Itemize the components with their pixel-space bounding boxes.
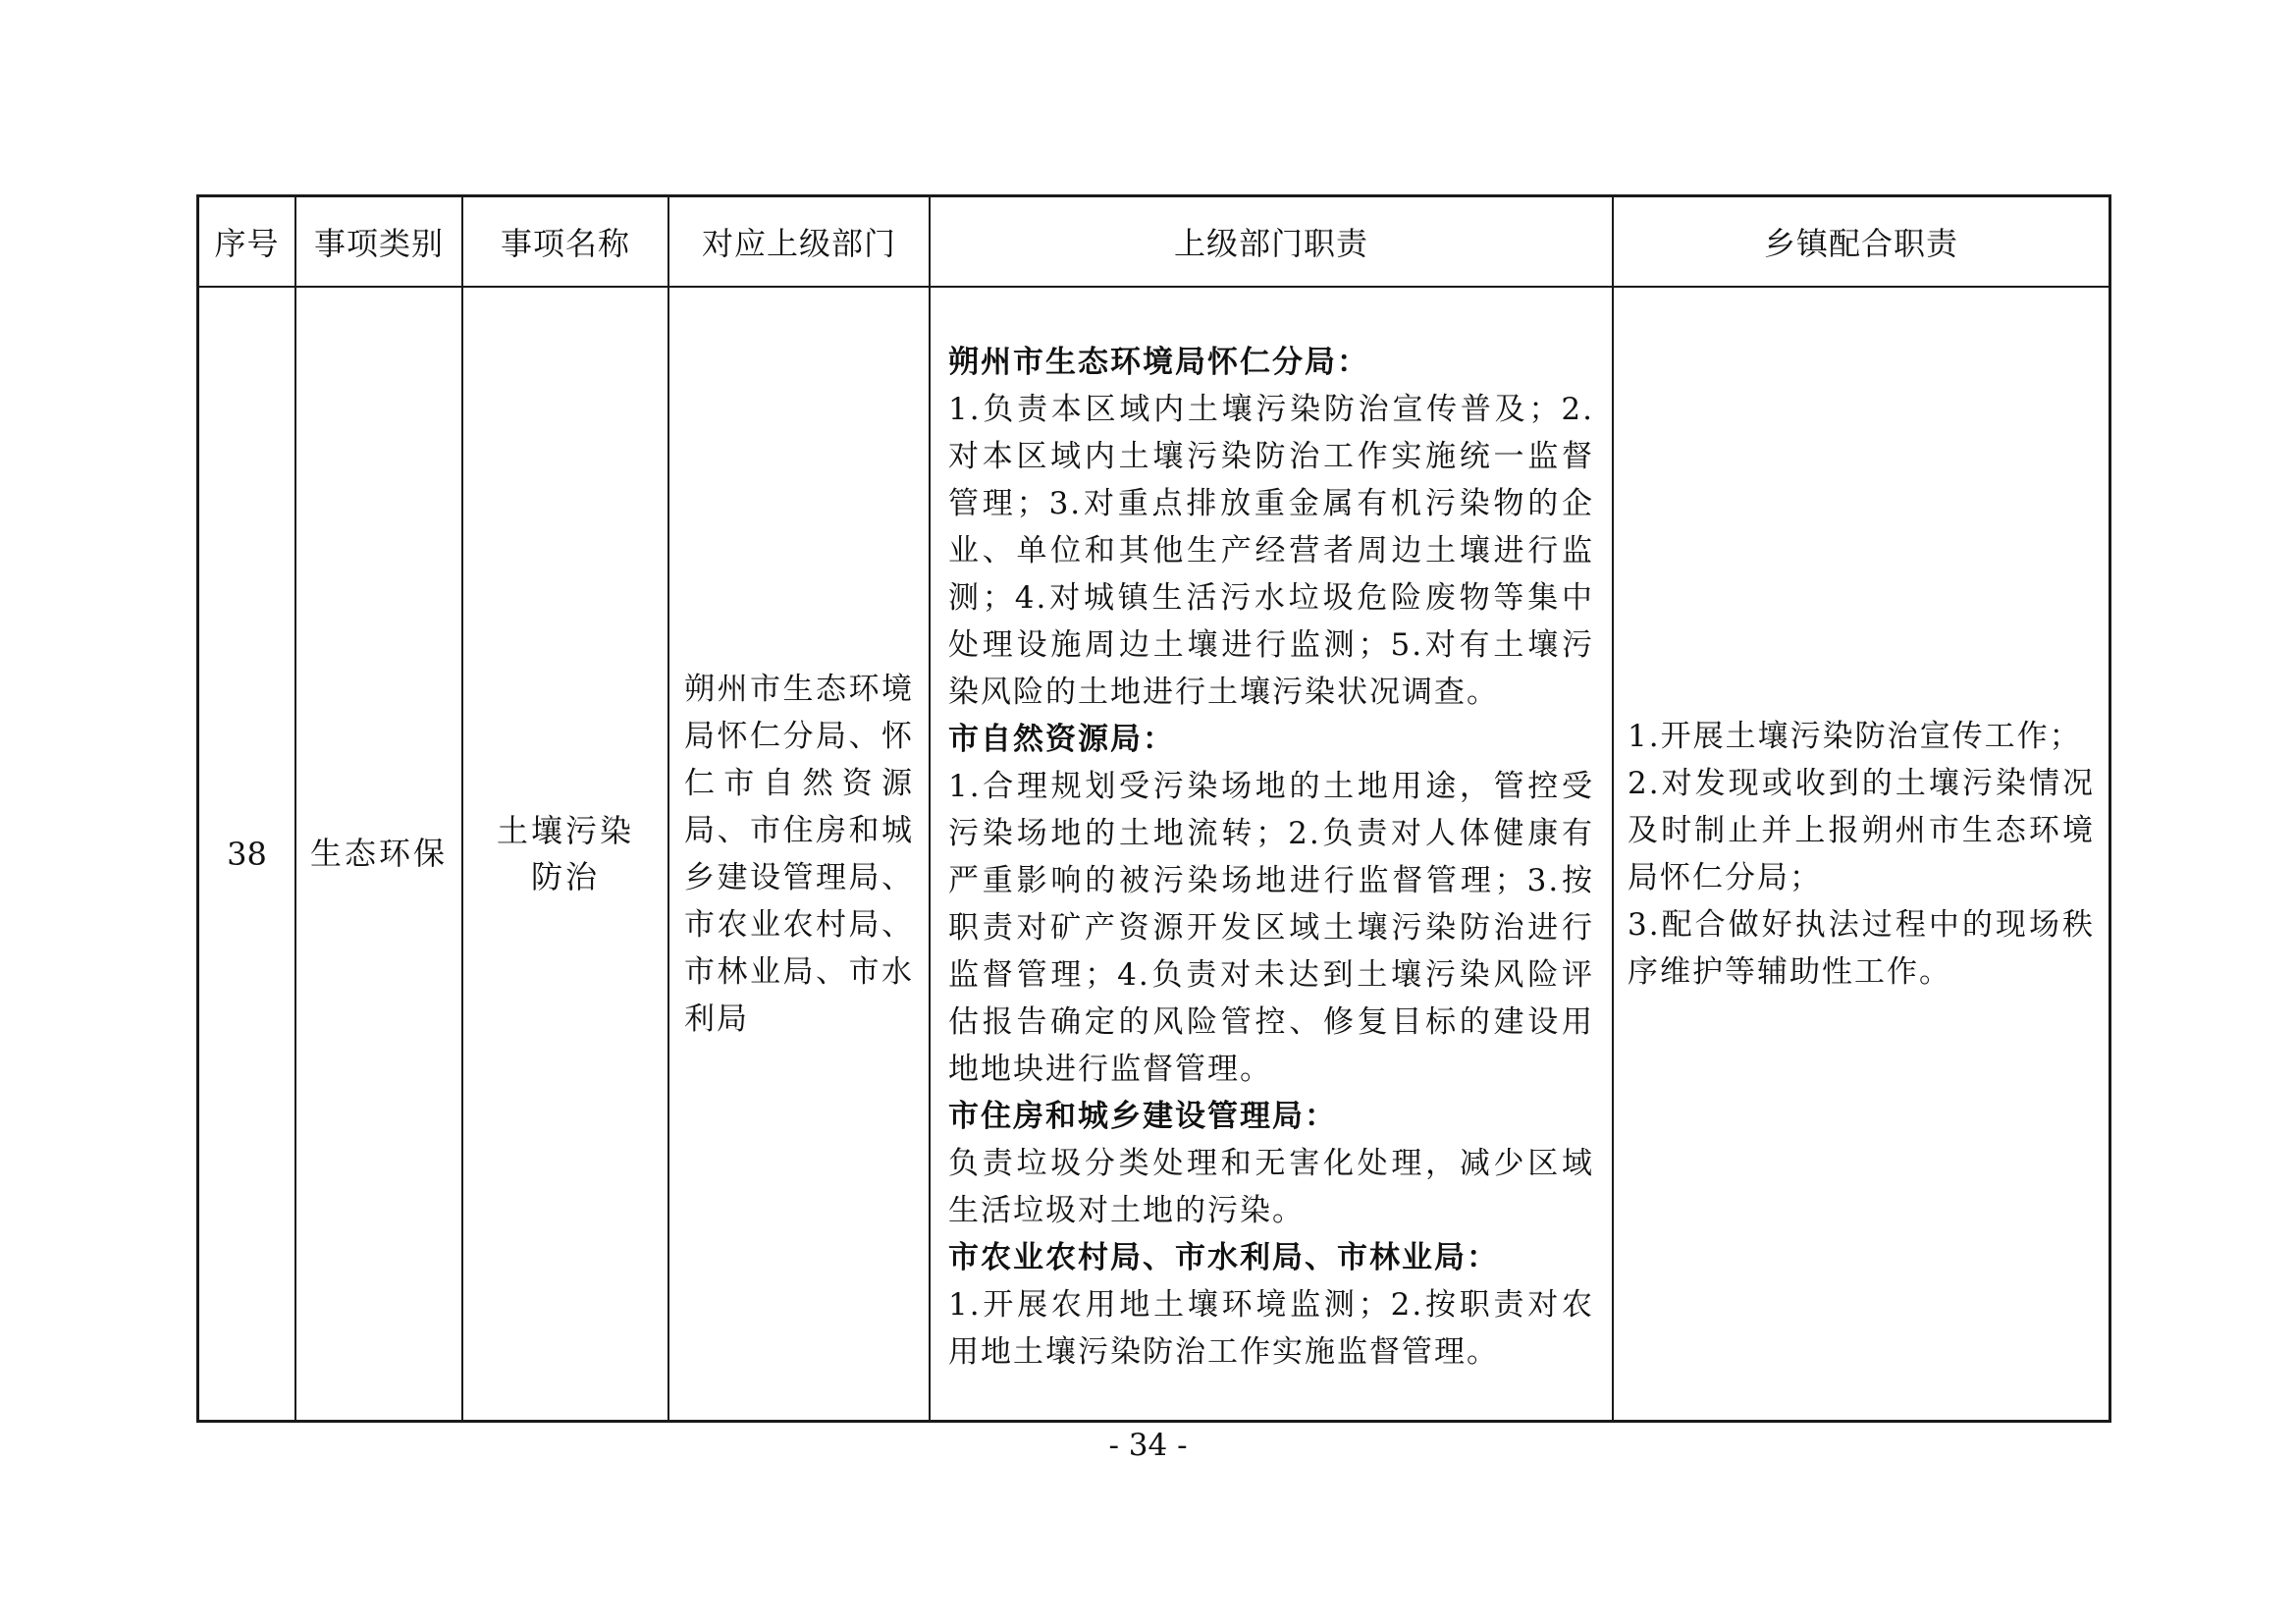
row-category: 生态环保 <box>309 835 448 872</box>
header-department: 对应上级部门 <box>701 225 896 262</box>
duty-heading: 朔州市生态环境局怀仁分局： <box>948 345 1369 380</box>
header-town-duties: 乡镇配合职责 <box>1763 225 1958 262</box>
town-duty-item: 2.对发现或收到的土壤污染情况及时制止并上报朔州市生态环境局怀仁分局； <box>1628 765 2095 895</box>
duty-text: 1.合理规划受污染场地的土地用途，管控受污染场地的土地流转；2.负责对人体健康有严重影响的被污染场地进行监督管理；3.按职责对矿产资源开发区域土壤污染防治进行监督管理；4.负责对未达到土壤污染风险评估报告确定的风险管控、修复目标的建设用地地块进行监督管理。 <box>948 769 1594 1087</box>
row-departments <box>669 288 929 1420</box>
page-number: - 34 - <box>1108 1428 1188 1463</box>
header-item-name: 事项名称 <box>500 225 630 262</box>
duty-text: 1.负责本区域内土壤污染防治宣传普及；2.对本区域内土壤污染防治工作实施统一监督管理；3.对重点排放重金属有机污染物的企业、单位和其他生产经营者周边土壤进行监测；4.对城镇生活污水垃圾危险废物等集中处理设施周边土壤进行监测；5.对有土壤污染风险的土地进行土壤污染状况调查。 <box>948 392 1594 710</box>
duty-table <box>196 194 2111 1423</box>
town-duty-item: 3.配合做好执法过程中的现场秩序维护等辅助性工作。 <box>1628 906 2095 990</box>
departments-text: 朔州市生态环境局怀仁分局、怀仁市自然资源局、市住房和城乡建设管理局、市农业农村局、市林业局、市水利局 <box>684 671 914 1037</box>
town-duty-item: 1.开展土壤污染防治宣传工作； <box>1628 718 2082 754</box>
row-department-duties <box>931 288 1612 1420</box>
header-department-duties: 上级部门职责 <box>1173 225 1368 262</box>
header-number: 序号 <box>214 225 280 262</box>
duty-text: 负责垃圾分类处理和无害化处理，减少区域生活垃圾对土地的污染。 <box>948 1146 1594 1228</box>
duty-text: 1.开展农用地土壤环境监测；2.按职责对农用地土壤污染防治工作实施监督管理。 <box>948 1287 1594 1370</box>
row-item-name <box>463 288 667 1420</box>
duty-heading: 市住房和城乡建设管理局： <box>948 1099 1337 1134</box>
duty-heading: 市农业农村局、市水利局、市林业局： <box>948 1240 1499 1275</box>
row-number: 38 <box>227 835 267 873</box>
item-name-line: 防治 <box>530 857 600 895</box>
item-name-line: 土壤污染 <box>496 811 634 849</box>
header-category: 事项类别 <box>313 225 444 262</box>
duty-heading: 市自然资源局： <box>948 722 1175 757</box>
row-town-duties <box>1614 288 2109 1420</box>
